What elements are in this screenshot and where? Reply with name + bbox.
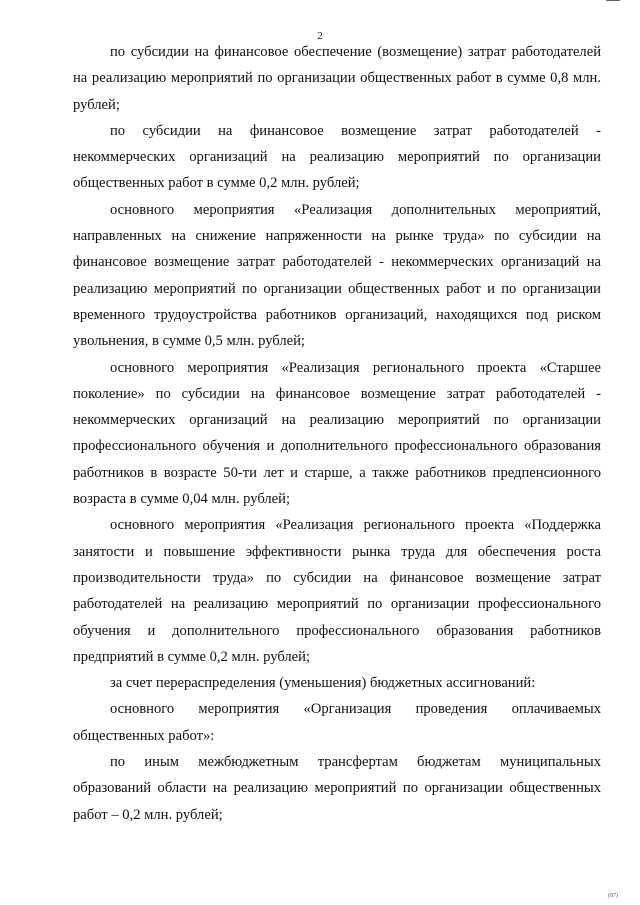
paragraph: основного мероприятия «Реализация регионального проекта «Поддержка занятости и повышение эффективности рынка труда для обеспечения роста производительности труда» по субсидии на финансовое возмещение затрат работодателей на реализацию мероприятий по организации профессионального обучения и дополнительного профессионального образования работников предприятий в сумме 0,2 млн. рублей; — [73, 517, 601, 665]
paragraph: основного мероприятия «Реализация регионального проекта «Старшее поколение» по субсидии на финансовое возмещение затрат работодателей - некоммерческих организаций на реализацию мероприятий по организации профессионального обучения и дополнительного профессионального образования работников в возрасте 50-ти лет и старше, а также работников предпенсионного возраста в сумме 0,04 млн. рублей; — [73, 359, 601, 508]
paragraph: по субсидии на финансовое возмещение затрат работодателей - некоммерческих организаций на реализацию мероприятий по организации общественных работ в сумме 0,2 млн. рублей; — [73, 122, 601, 192]
scan-corner-mark — [606, 0, 620, 3]
paragraph: по иным межбюджетным трансфертам бюджетам муниципальных образований области на реализацию мероприятий по организации общественных работ – 0,2 млн. рублей; — [73, 754, 601, 823]
paragraph: основного мероприятия «Организация проведения оплачиваемых общественных работ»: — [73, 701, 601, 744]
paragraph: по субсидии на финансовое обеспечение (возмещение) затрат работодателей на реализацию мероприятий по организации общественных работ в сумме 0,8 млн. рублей; — [73, 44, 601, 113]
paragraph: основного мероприятия «Реализация дополнительных мероприятий, направленных на снижение напряженности на рынке труда» по субсидии на финансовое возмещение затрат работодателей - некоммерческих организаций на реализацию мероприятий по организации общественных работ и по организации временного трудоустройства работников организаций, находящихся под риском увольнения, в сумме 0,5 млн. рублей; — [73, 201, 601, 350]
footer-mark: (87) — [608, 893, 618, 899]
paragraph: за счет перераспределения (уменьшения) бюджетных ассигнований: — [110, 675, 536, 692]
page-number: 2 — [317, 30, 323, 42]
document-body — [73, 39, 601, 828]
